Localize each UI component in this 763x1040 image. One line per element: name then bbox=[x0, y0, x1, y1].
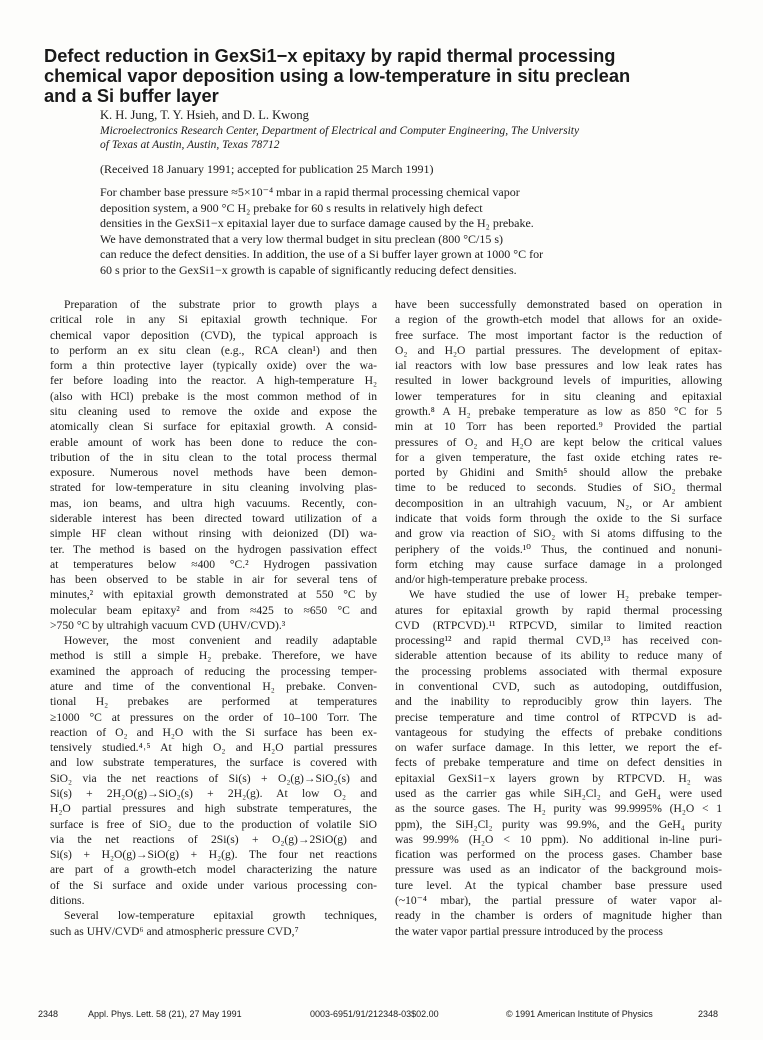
body-text-line: However, the most convenient and readily adaptable bbox=[64, 634, 377, 648]
body-text-line: the processing problems associated with thermal exposure bbox=[395, 664, 722, 678]
title-line: chemical vapor deposition using a low-temperature in situ preclean bbox=[44, 65, 631, 86]
body-text-line: siderable attention because of its ability to reduce many of bbox=[395, 649, 722, 663]
body-text-line: We have studied the use of lower H₂ prebake temper- bbox=[409, 588, 722, 602]
body-text-line: a region of the growth-etch model that allows for an oxide- bbox=[395, 313, 722, 327]
body-text-line: Preparation of the substrate prior to growth plays a bbox=[64, 298, 377, 311]
body-text-line: method is still a simple H₂ prebake. Therefore, we have bbox=[50, 649, 377, 663]
body-text-line: examined the approach of reducing the processing temper- bbox=[50, 664, 377, 678]
body-text-line: vantageous for studying the effects of prebake conditions bbox=[395, 725, 722, 739]
body-text-line: used as the carrier gas while SiH₂Cl₂ and GeH₄ were used bbox=[395, 787, 722, 800]
body-text-line: situ cleaning used to remove the oxide and expose the bbox=[50, 404, 377, 418]
body-text-line: such as UHV/CVD⁶ and atmospheric pressure CVD,⁷ bbox=[50, 924, 299, 938]
abstract-line: 60 s prior to the GexSi1−x growth is capable of significantly reducing defect densities. bbox=[100, 262, 517, 277]
body-text-line: simple HF clean without rinsing with deionized (DI) wa- bbox=[50, 527, 377, 541]
received-dates: (Received 18 January 1991; accepted for publication 25 March 1991) bbox=[100, 162, 434, 176]
body-text-line: and grow via reaction of SiO₂ with Si atoms diffusing to the bbox=[395, 527, 722, 541]
body-text-line: fer before loading into the reactor. A high-temperature H₂ bbox=[50, 374, 377, 388]
body-text-line: and low substrate temperatures, the surface is covered with bbox=[50, 756, 377, 770]
body-text-line: Si(s) + H₂O(g)→SiO(g) + H₂(g). The four net reactions bbox=[50, 848, 377, 862]
body-text-line: ppm), the SiH₂Cl₂ purity was 99.9%, and the GeH₄ purity bbox=[395, 817, 722, 831]
body-text-line: of the Si surface and oxide under various processing con- bbox=[50, 878, 377, 892]
title-line: and a Si buffer layer bbox=[44, 85, 219, 106]
body-text-line: have been successfully demonstrated based on operation in bbox=[395, 298, 722, 311]
body-column-right bbox=[395, 297, 722, 939]
body-text-line: CVD (RTPCVD).¹¹ RTPCVD, similar to limited reaction bbox=[395, 618, 722, 632]
title-line: Defect reduction in GexSi1−x epitaxy by rapid thermal processing bbox=[44, 45, 616, 66]
body-text-line: form a thin protective layer (typically oxide) over the wa- bbox=[50, 359, 377, 373]
body-text-line: ial reactors with low base pressures and low leak rates has bbox=[395, 359, 722, 373]
author-list: K. H. Jung, T. Y. Hsieh, and D. L. Kwong bbox=[100, 108, 309, 122]
body-text-line: has been observed to be stable in air for several tens of bbox=[50, 573, 377, 587]
body-text-line: exposure. Numerous novel methods have been demon- bbox=[50, 466, 377, 480]
body-text-line: reaction of O₂ and H₂O with the Si surface has been ex- bbox=[50, 725, 377, 739]
body-text-line: as the source gases. The H₂ purity was 99.9995% (H₂O < 1 bbox=[395, 802, 722, 816]
body-text-line: form etching may cause surface damage in a prolonged bbox=[395, 557, 722, 571]
body-text-line: resulted in lower background levels of impurities, allowing bbox=[395, 374, 722, 388]
body-text-line: ready in the chamber is orders of magnitude higher than bbox=[395, 909, 722, 923]
page-number-left: 2348 bbox=[38, 1009, 59, 1019]
body-text-line: ature and time of the conventional H₂ prebake. Conven- bbox=[50, 680, 377, 694]
article-code: 0003-6951/91/212348-03$02.00 bbox=[310, 1009, 439, 1019]
body-text-line: ture level. At the typical chamber base pressure used bbox=[395, 878, 722, 892]
body-text-line: tional H₂ prebakes are performed at temperatures bbox=[50, 695, 377, 709]
body-text-line: tribution of the in situ clean to the total process thermal bbox=[50, 450, 377, 464]
body-text-line: epitaxial GexSi1−x layers grown by RTPCVD. H₂ was bbox=[395, 771, 722, 785]
body-text-line: time to be reduced to seconds. Studies of SiO₂ thermal bbox=[395, 481, 722, 495]
body-text-line: atures for epitaxial growth by rapid thermal processing bbox=[395, 603, 722, 617]
abstract-line: We have demonstrated that a very low thermal budget in situ preclean (800 °C/15 s) bbox=[100, 231, 504, 246]
body-text-line: critical role in any Si epitaxial growth technique. For bbox=[50, 313, 377, 327]
body-text-line: processing¹² and rapid thermal CVD,¹³ has received con- bbox=[395, 634, 722, 648]
abstract-line: densities in the GexSi1−x epitaxial layer due to surface damage caused by the H₂ prebake. bbox=[100, 216, 534, 230]
affiliation bbox=[100, 124, 660, 152]
body-text-line: mas, ion beams, and ultra high vacuums. Recently, con- bbox=[50, 496, 377, 510]
body-text-line: and/or high-temperature prebake process. bbox=[395, 573, 588, 587]
body-text-line: Several low-temperature epitaxial growth techniques, bbox=[64, 909, 377, 923]
body-text-line: ter. The method is based on the hydrogen passivation effect bbox=[50, 542, 377, 556]
body-text-line: Si(s) + 2H₂O(g)→SiO₂(s) + 2H₂(g). At low O₂ and bbox=[50, 787, 377, 800]
body-text-line: indicate that voids form through the oxide to the Si surface bbox=[395, 511, 722, 525]
body-text-line: are part of a growth-etch model characterizing the nature bbox=[50, 863, 377, 877]
body-text-line: (also with HCl) prebake is the most common method of in bbox=[50, 389, 377, 403]
body-text-line: siderable interest has been directed toward utilization of a bbox=[50, 511, 377, 525]
body-text-line: atomically clean Si surface for epitaxial growth. A consid- bbox=[50, 420, 377, 434]
abstract-line: For chamber base pressure ≈5×10⁻⁴ mbar in a rapid thermal processing chemical vapor bbox=[100, 185, 520, 199]
copyright-notice: © 1991 American Institute of Physics bbox=[506, 1009, 653, 1019]
body-text-line: SiO₂ via the net reactions of Si(s) + O₂(g)→SiO₂(s) and bbox=[50, 771, 377, 785]
body-text-line: in conventional CVD, such as autodoping, outdiffusion, bbox=[395, 680, 722, 694]
affiliation-line: Microelectronics Research Center, Department of Electrical and Computer Engineering, The University bbox=[100, 125, 580, 137]
body-text-line: surface is free of SiO₂ due to the production of volatile SiO bbox=[50, 817, 377, 831]
article-title bbox=[44, 46, 734, 106]
body-text-line: lower temperatures for in situ cleaning and epitaxial bbox=[395, 389, 722, 403]
body-text-line: fication was performed on the process gases. Chamber base bbox=[395, 848, 722, 862]
body-text-line: on wafer surface damage. In this letter, we report the ef- bbox=[395, 741, 722, 755]
body-text-line: pressures of O₂ and H₂O are kept below the critical values bbox=[395, 435, 722, 449]
body-text-line: tensively studied.⁴˒⁵ At high O₂ and H₂O partial pressures bbox=[50, 741, 377, 755]
body-text-line: growth.⁸ A H₂ prebake temperature as low as 850 °C for 5 bbox=[395, 404, 722, 418]
body-text-line: and the inability to reproducibly grow thin layers. The bbox=[395, 695, 722, 709]
journal-citation: Appl. Phys. Lett. 58 (21), 27 May 1991 bbox=[88, 1009, 242, 1019]
body-text-line: min at 10 Torr has been reported.⁹ Provided the partial bbox=[395, 420, 722, 434]
page-number-right: 2348 bbox=[698, 1009, 719, 1019]
body-text-line: chemical vapor deposition (CVD), the typical approach is bbox=[50, 328, 377, 342]
body-text-line: erable amount of work has been done to reduce the con- bbox=[50, 435, 377, 449]
body-text-line: ≥1000 °C at pressures on the order of 10–100 Torr. The bbox=[50, 710, 377, 724]
body-text-line: to perform an ex situ clean (e.g., RCA clean¹) and then bbox=[50, 343, 377, 357]
body-text-line: (~10⁻⁴ mbar), the partial pressure of water vapor al- bbox=[395, 893, 722, 907]
body-text-line: strated for low-temperature in situ cleaning involving plas- bbox=[50, 481, 377, 495]
body-text-line: ditions. bbox=[50, 893, 85, 907]
body-text-line: H₂O partial pressures and high substrate temperatures, the bbox=[50, 802, 377, 816]
body-text-line: for a given temperature, the fast oxide etching rates re- bbox=[395, 450, 722, 464]
body-text-line: O₂ and H₂O partial pressures. The development of epitax- bbox=[395, 343, 722, 357]
body-text-line: fects of prebake temperature and time on defect densities in bbox=[395, 756, 722, 770]
body-text-line: decomposition in an ultrahigh vacuum, N₂, or Ar ambient bbox=[395, 496, 722, 510]
body-text-line: at temperatures below ≈400 °C.² Hydrogen passivation bbox=[50, 557, 377, 571]
body-text-line: >750 °C by ultrahigh vacuum CVD (UHV/CVD).³ bbox=[50, 618, 286, 632]
abstract-line: can reduce the defect densities. In addition, the use of a Si buffer layer grown at 1000 °C for bbox=[100, 247, 544, 261]
body-text-line: was 99.99% (H₂O < 10 ppm). No additional in-line puri- bbox=[395, 832, 722, 846]
body-text-line: pressure was used as an indicator of the background mois- bbox=[395, 863, 722, 877]
body-text-line: via the net reactions of 2Si(s) + O₂(g)→2SiO(g) and bbox=[50, 832, 377, 846]
body-text-line: molecular beam epitaxy² and from ≈425 to ≈650 °C and bbox=[50, 603, 377, 617]
body-text-line: ported by Ghidini and Smith⁵ should allow the prebake bbox=[395, 466, 722, 480]
body-text-line: periphery of the voids.¹⁰ Thus, the continued and nonuni- bbox=[395, 542, 722, 556]
body-text-line: minutes,² with epitaxial growth demonstrated at 550 °C by bbox=[50, 588, 377, 602]
abstract-line: deposition system, a 900 °C H₂ prebake for 60 s results in relatively high defect bbox=[100, 200, 483, 215]
body-text-line: precise temperature and time control of RTPCVD is ad- bbox=[395, 710, 722, 724]
affiliation-line: of Texas at Austin, Austin, Texas 78712 bbox=[100, 139, 280, 151]
body-text-line: free surface. The most important factor is the reduction of bbox=[395, 328, 722, 342]
body-column-left bbox=[50, 297, 377, 939]
body-text-line: the water vapor partial pressure introduced by the process bbox=[395, 924, 663, 938]
abstract bbox=[100, 185, 670, 278]
